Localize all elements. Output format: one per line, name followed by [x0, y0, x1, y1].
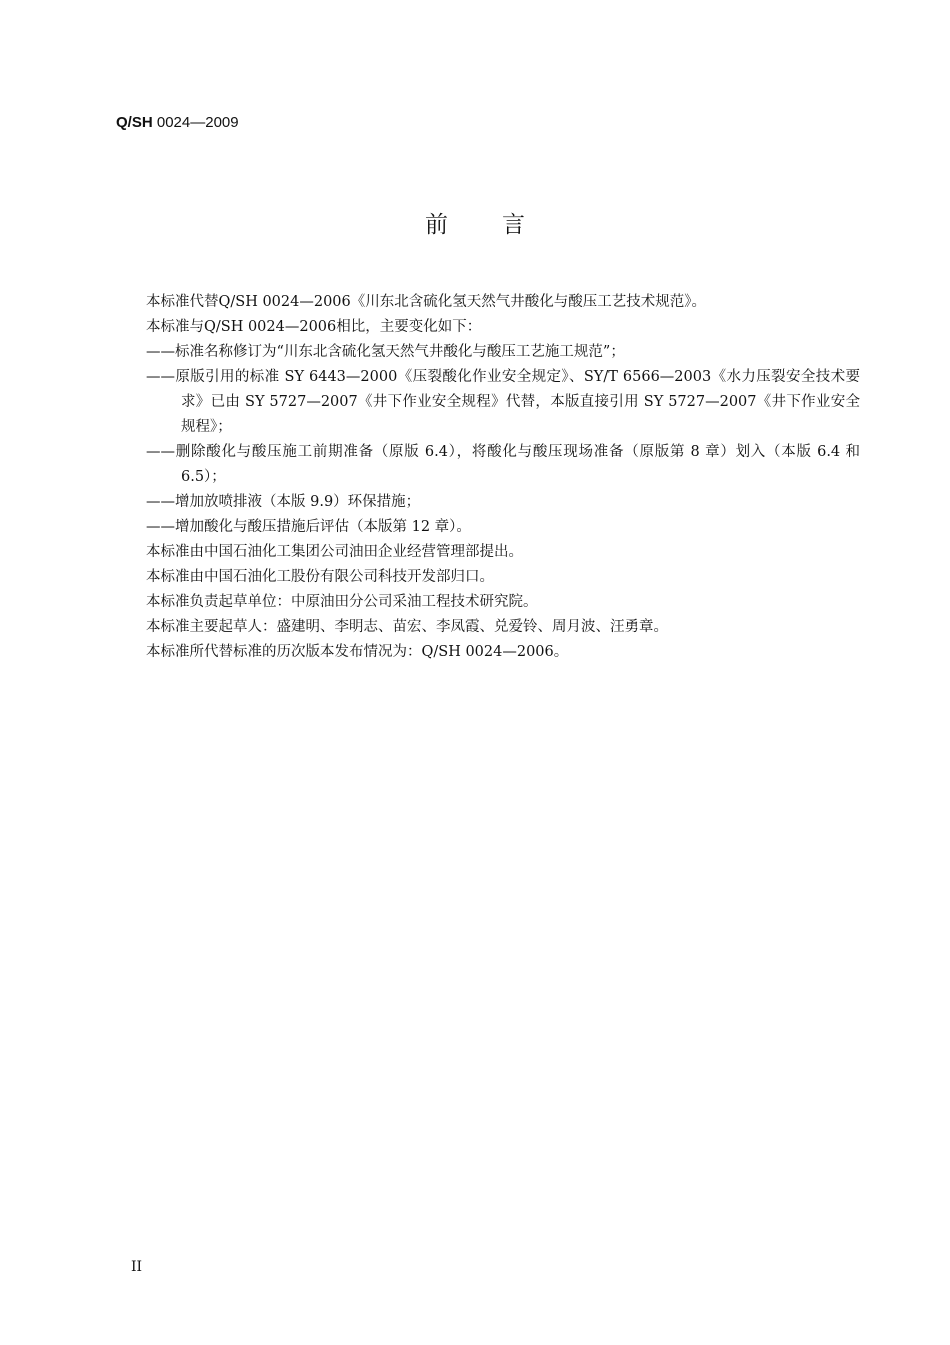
- change-item: ——增加放喷排液（本版 9.9）环保措施；: [146, 494, 421, 510]
- change-item: ——标准名称修订为“川东北含硫化氢天然气井酸化与酸压工艺施工规范”；: [146, 344, 625, 360]
- change-item: ——增加酸化与酸压措施后评估（本版第 12 章）。: [146, 519, 471, 535]
- paragraph-changes-intro: 本标准与Q/SH 0024—2006相比，主要变化如下：: [146, 319, 482, 335]
- paragraph-history: 本标准所代替标准的历次版本发布情况为：Q/SH 0024—2006。: [146, 644, 569, 660]
- foreword-body: [146, 290, 860, 665]
- paragraph-replaces: 本标准代替Q/SH 0024—2006《川东北含硫化氢天然气井酸化与酸压工艺技术规范》。: [146, 294, 707, 310]
- paragraph-drafters: 本标准主要起草人：盛建明、李明志、苗宏、李凤霞、兑爱铃、周月波、汪勇章。: [146, 619, 668, 635]
- document-code-number: 0024—2009: [152, 114, 239, 131]
- document-code: [116, 114, 239, 131]
- change-item: ——原版引用的标准 SY 6443—2000《压裂酸化作业安全规定》、SY/T 6566—2003《水力压裂安全技术要求》已由 SY 5727—2007《井下作业安全规程》代替，本版直接引用 SY 5727—2007《井下作业安全规程》；: [146, 369, 860, 435]
- page-number: II: [131, 1259, 143, 1275]
- paragraph-drafting-unit: 本标准负责起草单位：中原油田分公司采油工程技术研究院。: [146, 594, 538, 610]
- change-item: ——删除酸化与酸压施工前期准备（原版 6.4），将酸化与酸压现场准备（原版第 8 章）划入（本版 6.4 和 6.5）；: [146, 444, 860, 485]
- paragraph-under-jurisdiction: 本标准由中国石油化工股份有限公司科技开发部归口。: [146, 569, 494, 585]
- paragraph-proposed-by: 本标准由中国石油化工集团公司油田企业经营管理部提出。: [146, 544, 523, 560]
- page-title: 前言: [425, 212, 579, 238]
- document-code-prefix: Q/SH: [116, 114, 153, 131]
